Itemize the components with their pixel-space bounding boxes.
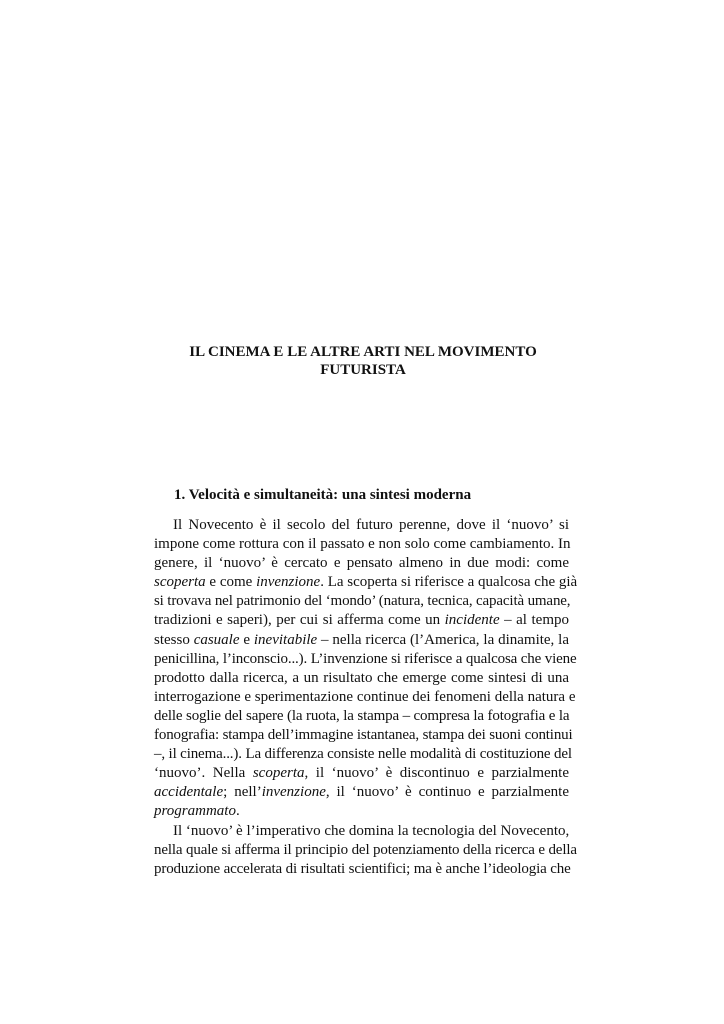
text-span: , il ‘nuovo’ è discontinuo e parzialmente (304, 765, 569, 782)
italic-term: programmato (154, 803, 236, 820)
text-line (154, 631, 569, 650)
italic-term: scoperta (252, 765, 305, 782)
paragraph-2 (154, 822, 577, 879)
italic-term: incidente (444, 612, 500, 629)
text-line: impone come rottura con il passato e non solo come cambiamento. In (154, 536, 571, 553)
text-span: e come (205, 574, 257, 591)
text-line (154, 802, 569, 821)
text-line (154, 764, 569, 783)
text-line: produzione accelerata di risultati scientifici; ma è anche l’ideologia che (154, 860, 571, 877)
text-line: fonografia: stampa dell’immagine istantanea, stampa dei suoni continui (154, 727, 573, 744)
page-title-line-1: IL CINEMA E LE ALTRE ARTI NEL MOVIMENTO (189, 344, 537, 360)
italic-term: casuale (193, 631, 240, 648)
text-line: delle soglie del sapere (la ruota, la stampa – compresa la fotografia e la (154, 707, 570, 724)
text-line (154, 611, 569, 630)
text-line: genere, il ‘nuovo’ è cercato e pensato almeno in due modi: come (154, 555, 569, 572)
italic-term: accidentale (154, 784, 224, 801)
text-span: – nella ricerca (l’America, la dinamite, la (317, 631, 569, 648)
text-line: prodotto dalla ricerca, a un risultato che emerge come sintesi di una (154, 669, 569, 686)
text-line: Il Novecento è il secolo del futuro perenne, dove il ‘nuovo’ si (173, 517, 569, 533)
text-line: interrogazione e sperimentazione continue dei fenomeni della natura e (154, 688, 576, 705)
italic-term: invenzione (256, 574, 321, 591)
text-span: ; nell’ (223, 784, 262, 801)
body-text (154, 516, 578, 879)
italic-term: invenzione (261, 784, 326, 801)
text-line: penicillina, l’inconscio...). L’invenzione si riferisce a qualcosa che viene (154, 650, 577, 667)
text-span: . (235, 803, 240, 820)
text-line: Il ‘nuovo’ è l’imperativo che domina la tecnologia del Novecento, (173, 822, 570, 839)
text-line: –, il cinema...). La differenza consiste nelle modalità di costituzione del (154, 746, 572, 763)
text-line: nella quale si afferma il principio del potenziamento della ricerca e della (154, 841, 577, 858)
text-line (154, 783, 569, 802)
text-span: , il ‘nuovo’ è continuo e parzialmente (325, 784, 569, 801)
text-span: – al tempo (499, 612, 569, 629)
text-span: . La scoperta si riferisce a qualcosa che già (320, 574, 578, 591)
page-title (150, 343, 576, 379)
paragraph-1 (154, 516, 578, 822)
italic-term: scoperta (154, 574, 206, 591)
italic-term: inevitabile (253, 631, 318, 648)
text-line (154, 573, 578, 592)
text-line: si trovava nel patrimonio del ‘mondo’ (natura, tecnica, capacità umane, (154, 593, 571, 610)
page-title-line-2: FUTURISTA (320, 362, 406, 378)
text-span: stesso (154, 631, 194, 648)
text-span: e (239, 631, 254, 648)
text-span: tradizioni e saperi), per cui si afferma come un (154, 612, 445, 629)
text-span: ‘nuovo’. Nella (154, 765, 253, 782)
section-heading: 1. Velocità e simultaneità: una sintesi moderna (174, 487, 472, 503)
